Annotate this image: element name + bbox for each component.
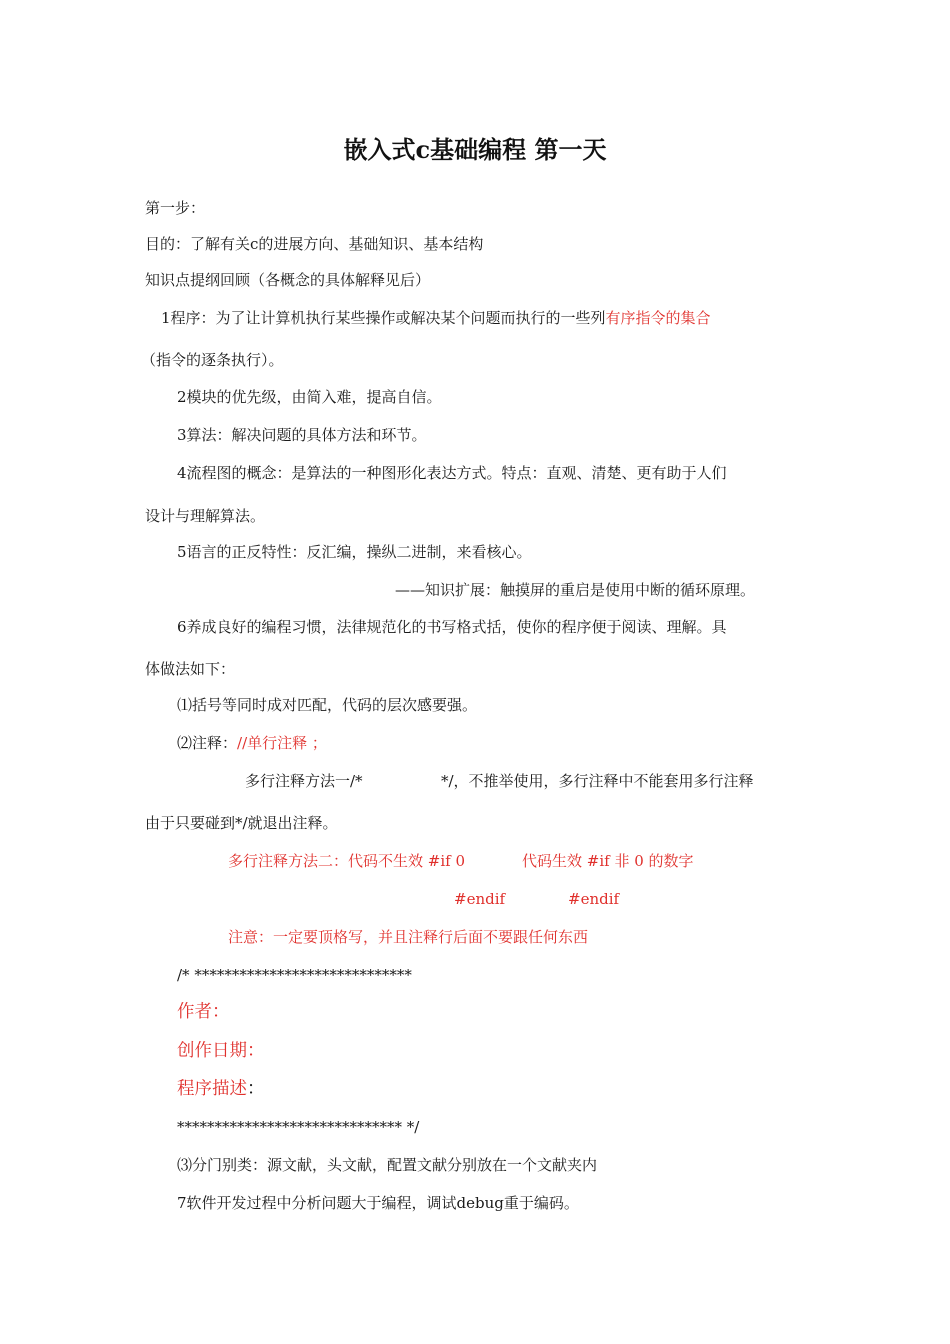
item-5-language: 5语言的正反特性：反汇编，操纵二进制，来看核心。 xyxy=(177,543,532,561)
item-1-highlight: 有序指令的集合 xyxy=(605,309,711,327)
item-1-continuation: （指令的逐条执行）。 xyxy=(141,351,284,369)
item-6-habits: 6养成良好的编程习惯，法律规范化的书写格式括，使你的程序便于阅读、理解。具 xyxy=(177,618,727,636)
item-7-development: 7软件开发过程中分析问题大于编程，调试debug重于编码。 xyxy=(177,1194,579,1212)
header-author: 作者： xyxy=(177,1002,230,1022)
multiline-method-2-enabled: 代码生效 #if 非 0 的数字 xyxy=(522,852,694,870)
multiline-method-1-end: */，不推举使用，多行注释中不能套用多行注释 xyxy=(441,772,754,790)
endif-enabled: #endif xyxy=(568,890,620,908)
subitem-2-label: ⑵注释： xyxy=(177,734,238,752)
multiline-method-1-start: 多行注释方法一/* xyxy=(245,772,363,790)
document-title: 嵌入式c基础编程 第一天 xyxy=(343,135,607,164)
single-line-comment: //单行注释 ； xyxy=(237,734,327,752)
item-5-extension: ——知识扩展：触摸屏的重启是使用中断的循环原理。 xyxy=(395,581,756,599)
item-1-text: 1程序：为了让计算机执行某些操作或解决某个问题而执行的一些列 xyxy=(161,309,606,327)
header-date: 创作日期： xyxy=(177,1041,265,1061)
item-3-algorithm: 3算法：解决问题的具体方法和环节。 xyxy=(177,426,427,444)
subitem-2-comments xyxy=(177,733,327,753)
header-description-colon: ： xyxy=(247,1079,265,1099)
header-comment-end: ****************************** */ xyxy=(177,1118,420,1136)
subitem-3-organize: ⑶分门别类：源文献，头文献，配置文献分别放在一个文献夹内 xyxy=(177,1156,598,1174)
step-heading: 第一步： xyxy=(145,199,206,217)
item-2-module: 2模块的优先级，由简入难，提高自信。 xyxy=(177,388,442,406)
item-6-continuation: 体做法如下： xyxy=(145,660,236,678)
item-4-flowchart: 4流程图的概念：是算法的一种图形化表达方式。特点：直观、清楚、更有助于人们 xyxy=(177,464,727,482)
comment-note: 注意：一定要顶格写，并且注释行后面不要跟任何东西 xyxy=(228,928,589,946)
header-description-label: 程序描述 xyxy=(177,1079,247,1099)
multiline-method-2-disabled: 多行注释方法二：代码不生效 #if 0 xyxy=(228,852,465,870)
subitem-1-brackets: ⑴括号等同时成对匹配，代码的层次感要强。 xyxy=(177,696,478,714)
endif-disabled: #endif xyxy=(454,890,506,908)
multiline-method-1-continuation: 由于只要碰到*/就退出注释。 xyxy=(145,814,338,832)
header-comment-start: /* ***************************** xyxy=(177,966,412,984)
header-description xyxy=(177,1077,265,1101)
purpose-line: 目的：了解有关c的进展方向、基础知识、基本结构 xyxy=(145,235,484,253)
outline-line: 知识点提纲回顾（各概念的具体解释见后） xyxy=(145,271,431,289)
item-1-program xyxy=(161,308,711,328)
item-4-continuation: 设计与理解算法。 xyxy=(145,507,266,525)
